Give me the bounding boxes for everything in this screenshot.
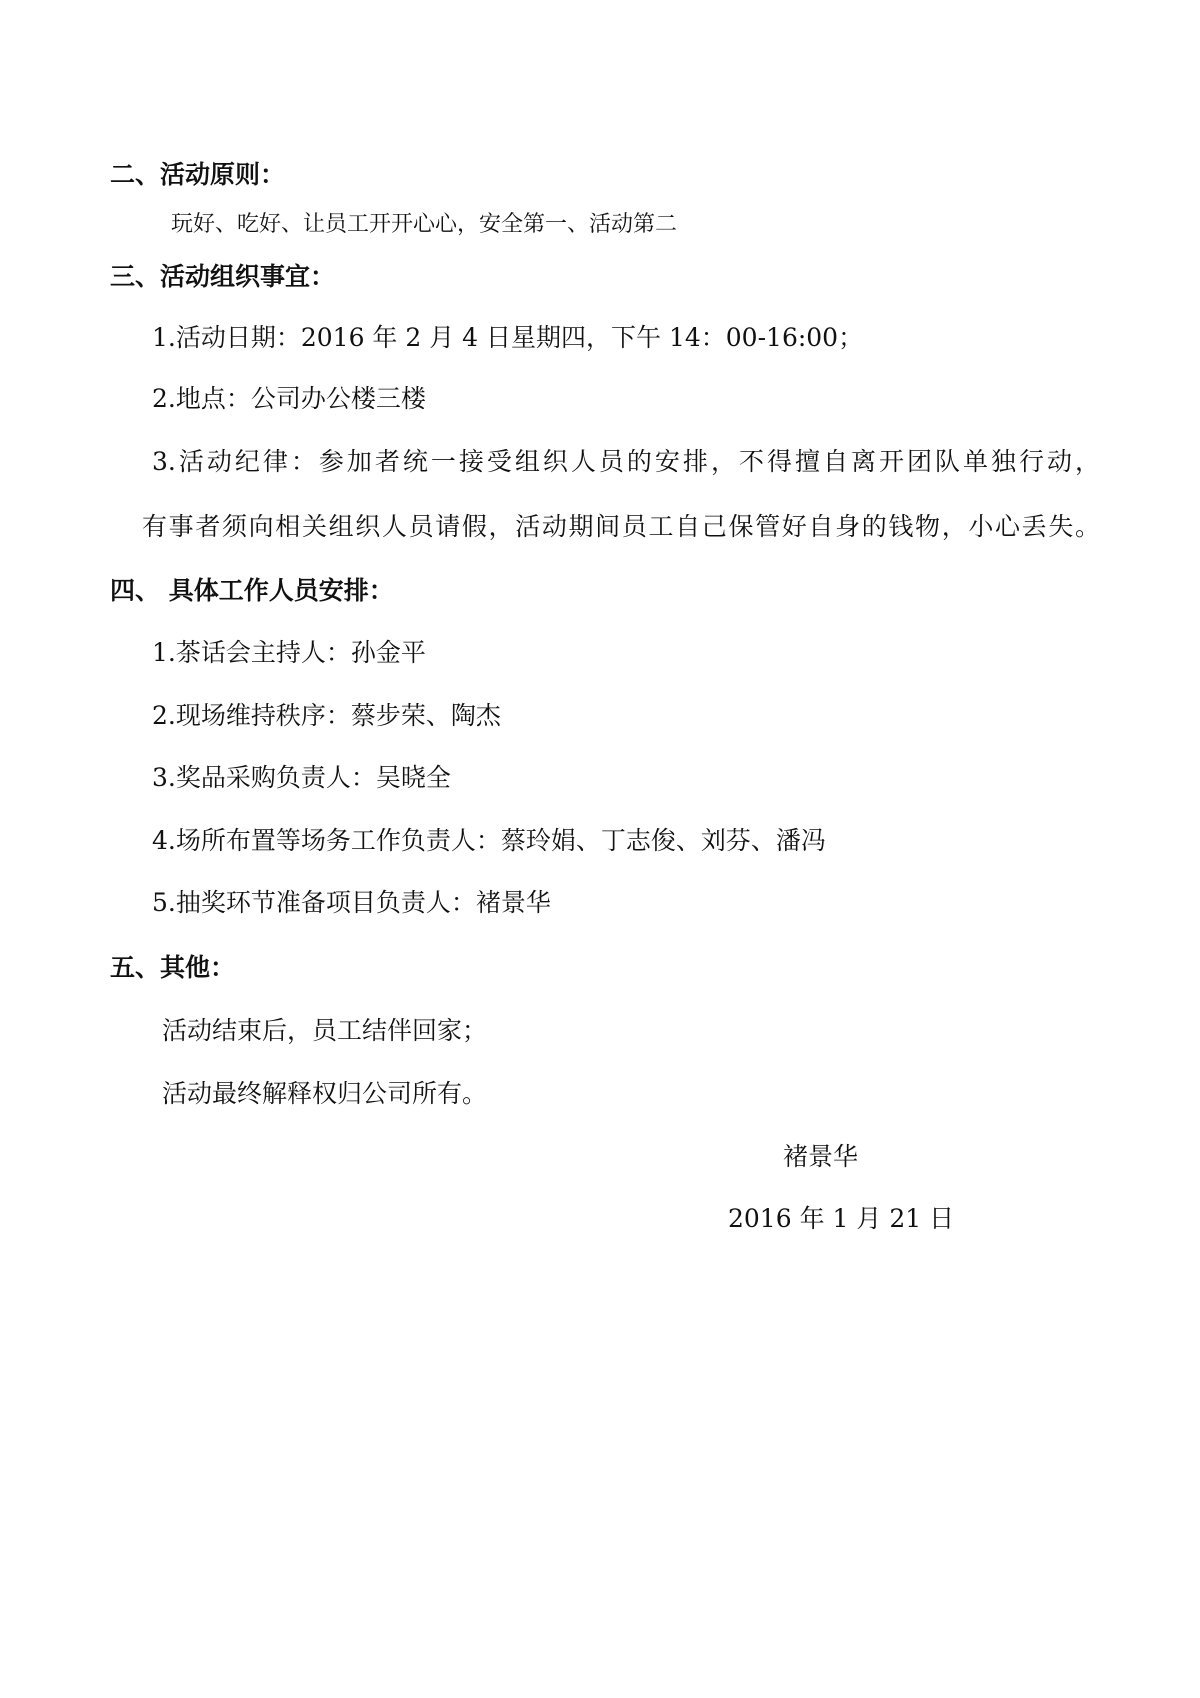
section-heading-principles: 二、活动原则： bbox=[110, 160, 286, 189]
signature-date: 2016 年 1 月 21 日 bbox=[728, 1204, 955, 1233]
organization-item-discipline-line1: 3.活动纪律：参加者统一接受组织人员的安排，不得擅自离开团队单独行动， bbox=[152, 447, 1100, 476]
section-heading-organization: 三、活动组织事宜： bbox=[110, 262, 336, 291]
principles-text: 玩好、吃好、让员工开开心心，安全第一、活动第二 bbox=[171, 212, 678, 237]
other-item-interpretation: 活动最终解释权归公司所有。 bbox=[162, 1079, 488, 1108]
other-item-go-home: 活动结束后，员工结伴回家； bbox=[162, 1016, 488, 1045]
signature-name: 褚景华 bbox=[783, 1142, 859, 1171]
section-heading-staff: 四、 具体工作人员安排： bbox=[110, 576, 394, 605]
staff-item-venue: 4.场所布置等场务工作负责人：蔡玲娟、丁志俊、刘芬、潘冯 bbox=[152, 826, 826, 855]
staff-item-host: 1.茶话会主持人：孙金平 bbox=[152, 638, 426, 667]
organization-item-location: 2.地点：公司办公楼三楼 bbox=[152, 384, 426, 413]
staff-item-lottery: 5.抽奖环节准备项目负责人：褚景华 bbox=[152, 888, 551, 917]
organization-item-date: 1.活动日期：2016 年 2 月 4 日星期四，下午 14：00-16:00； bbox=[152, 323, 864, 352]
staff-item-order: 2.现场维持秩序：蔡步荣、陶杰 bbox=[152, 701, 501, 730]
staff-item-prizes: 3.奖品采购负责人：吴晓全 bbox=[152, 763, 451, 792]
organization-item-discipline-line2: 有事者须向相关组织人员请假，活动期间员工自己保管好自身的钱物，小心丢失。 bbox=[142, 512, 1100, 541]
section-heading-other: 五、其他： bbox=[110, 953, 236, 982]
